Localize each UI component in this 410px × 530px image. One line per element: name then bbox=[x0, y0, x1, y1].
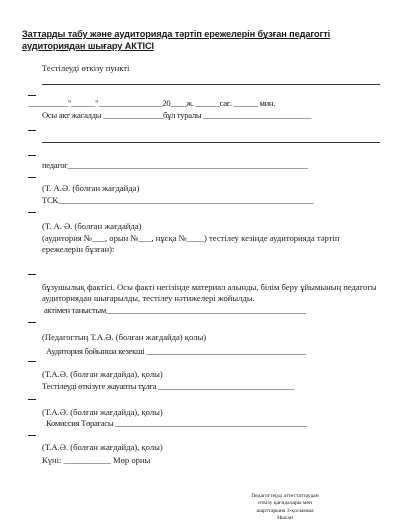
line-dash bbox=[28, 322, 36, 323]
tsk-line: ТСК________________________________________________________________ bbox=[42, 195, 314, 205]
duty-signature-caption: (Т.А.Ә. (болған жағдайда), қолы) bbox=[42, 369, 163, 379]
testing-point-line: Тестілеуді өткізу пункті bbox=[42, 63, 130, 73]
pedagog-line: педагог____________________________________________________________ bbox=[42, 160, 308, 170]
blank-rule bbox=[42, 142, 380, 143]
chairman-signature-caption: (Т.А.Ә. (болған жағдайда), қолы) bbox=[42, 442, 163, 452]
line-dash bbox=[28, 361, 36, 362]
date-stamp-line: Күні: ___________ Мөр орны bbox=[42, 455, 151, 465]
appendix-note-line: өткізу қағидалары мен bbox=[258, 500, 312, 507]
auditorium-details-text: (аудитория №___, орын №___, нұсқа №____) тестілеу кезінде аудиторияда тәртіп ережелерін бұзған): bbox=[42, 233, 340, 254]
violation-fact-text: бұзушылық фактісі. Осы факті негізінде материал алынды, білім беру ұйымының педагогы аудиториядан шығарылды, тестілеу нәтижелері жойылды. bbox=[42, 282, 377, 303]
line-dash bbox=[28, 274, 36, 275]
responsible-signature-caption: (Т.А.Ә. (болған жағдайда), қолы) bbox=[42, 407, 163, 417]
acquainted-line: актімен таныстым__________________________________________________ bbox=[44, 305, 306, 315]
line-dash bbox=[28, 212, 36, 213]
date-time-line: __________"______"________________20____ж. ______сағ. ______ мин. bbox=[28, 98, 276, 108]
pedagog-signature-caption: (Педагогтың Т.А.Ә. (болған жағдайда) қолы) bbox=[42, 332, 207, 342]
auditorium-duty-line: Аудитория бойынша кезекші ________________________________________ bbox=[46, 346, 307, 356]
pedagog-fullname-caption: (Т. А.Ә. (болған жағдайда) bbox=[42, 183, 140, 193]
responsible-person-line: Тестілеуді өткізуге жауапты тұлға __________________________________ bbox=[42, 381, 294, 391]
commission-chairman-line: Комиссия Төрағасы ________________________________________________ bbox=[46, 418, 307, 428]
appendix-note-line: Педагогтерді аттестаттаудан bbox=[251, 493, 319, 499]
appendix-note-line: шарттарына 3-қосымша bbox=[256, 507, 314, 514]
document-title: Заттарды табу және аудиторияда тәртіп ережелерін бұзған педагогті аудиториядан шығару АКТІСІ bbox=[22, 29, 331, 51]
line-dash bbox=[28, 130, 36, 131]
act-compiled-line: Осы акт жасалды _______________бұл туралы ___________________________ bbox=[42, 110, 312, 120]
line-dash bbox=[28, 95, 36, 96]
line-dash bbox=[28, 177, 36, 178]
tsk-fullname-caption: (Т. А. Ә. (болған жағдайда) bbox=[42, 221, 142, 231]
form-appendix-note bbox=[230, 493, 340, 523]
appendix-note-line: Нысан bbox=[277, 515, 293, 522]
testing-point-underline bbox=[42, 84, 380, 85]
line-dash bbox=[28, 155, 36, 156]
line-dash bbox=[28, 399, 36, 400]
line-dash bbox=[28, 435, 36, 436]
